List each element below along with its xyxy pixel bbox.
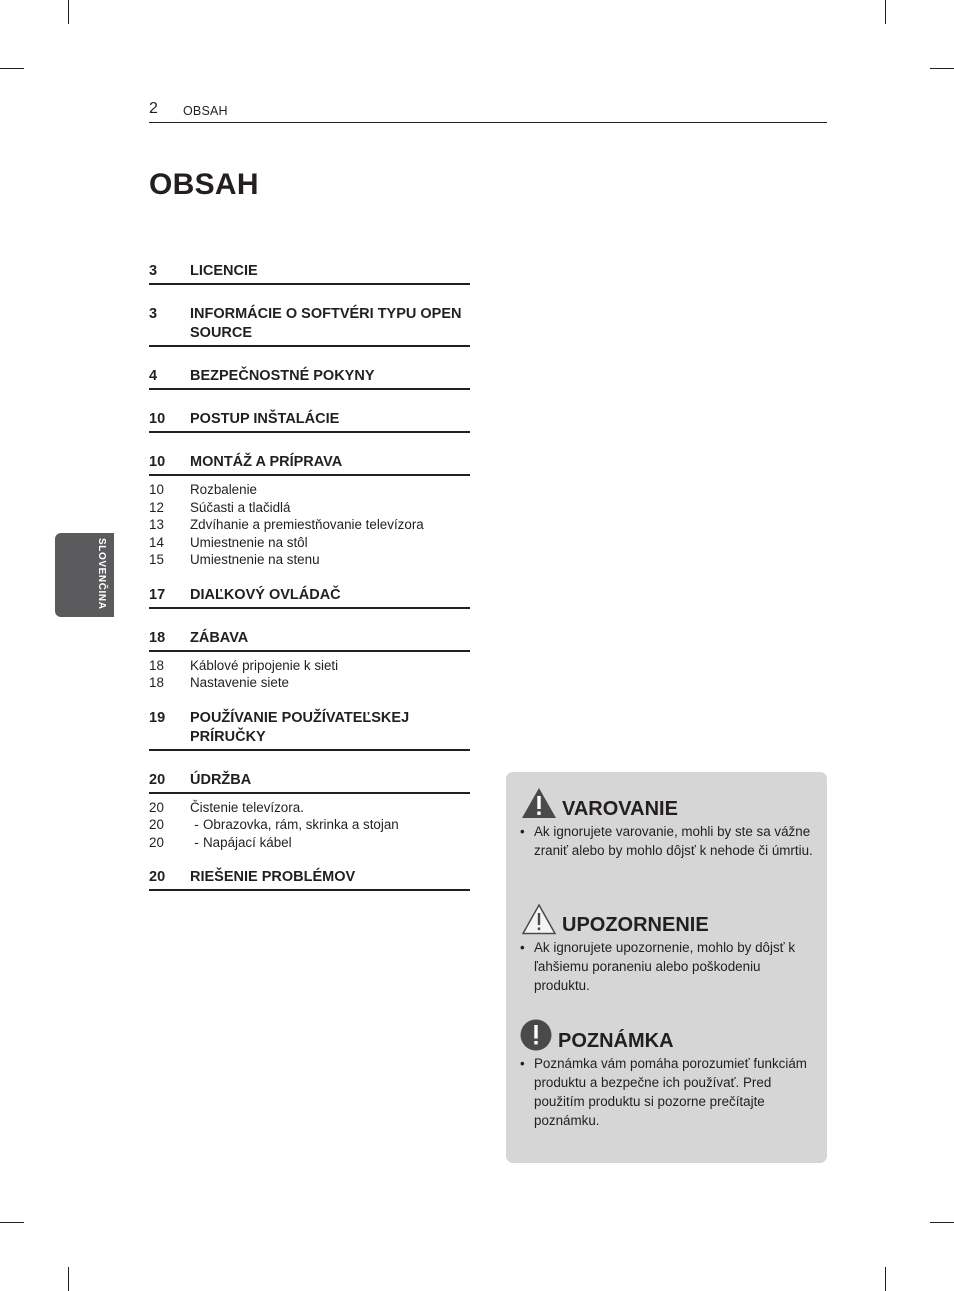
caution-text: • Ak ignorujete upozornenie, mohlo by dôjsť k ľahšiemu poraneniu alebo poškodeniu produktu.: [520, 940, 796, 993]
toc-sub-page-number: 20: [149, 817, 164, 832]
toc-sub-title: Rozbalenie: [190, 482, 257, 497]
toc-entry: [149, 868, 470, 891]
caution-title: UPOZORNENIE: [562, 914, 709, 936]
toc-page-number: 20: [149, 869, 166, 885]
toc-sub-title: Zdvíhanie a premiestňovanie televízora: [190, 517, 424, 532]
toc-sub-page-number: 12: [149, 499, 164, 515]
page-number: 2: [149, 100, 158, 117]
toc-section: [149, 709, 470, 751]
crop-mark: [885, 1267, 886, 1291]
toc-sub-title: Čistenie televízora.: [190, 799, 304, 815]
toc-sub-title: Káblové pripojenie k sieti: [190, 657, 339, 673]
toc-sub-title: Umiestnenie na stôl: [190, 534, 308, 550]
toc-title: ÚDRŽBA: [190, 771, 252, 788]
toc-entry: [149, 410, 470, 433]
toc-entry: [149, 629, 470, 652]
toc-entry: [149, 586, 470, 609]
crop-mark: [930, 1222, 954, 1223]
toc-subentry: [149, 499, 470, 517]
language-side-tab: [55, 533, 114, 617]
toc-title: RIEŠENIE PROBLÉMOV: [190, 869, 356, 885]
toc-page-number: 4: [149, 368, 158, 384]
toc-sub-title: - Obrazovka, rám, skrinka a stojan: [190, 816, 399, 834]
toc-sub-title: Súčasti a tlačidlá: [190, 499, 291, 515]
toc-subentry: [149, 534, 470, 552]
toc-section: [149, 305, 470, 347]
toc-page-number: 10: [149, 411, 166, 427]
toc-title: ZÁBAVA: [190, 629, 249, 646]
toc-section: [149, 771, 470, 852]
bullet: •: [520, 824, 525, 839]
toc-subentry: [149, 799, 470, 817]
toc-subentry: [149, 674, 470, 692]
toc-page-number: 20: [149, 771, 166, 788]
toc-subentries: [149, 799, 470, 852]
note-title: POZNÁMKA: [558, 1030, 674, 1052]
toc-sub-page-number: 13: [149, 517, 164, 532]
bullet: •: [520, 1056, 525, 1071]
toc-title: DIAĽKOVÝ OVLÁDAČ: [190, 586, 341, 603]
toc-subentry: [149, 481, 470, 499]
toc-page-number: 10: [149, 454, 166, 470]
toc-sub-page-number: 18: [149, 675, 164, 690]
toc-subentry: [149, 657, 470, 675]
toc-title: LICENCIE: [190, 263, 258, 279]
toc-subentries: [149, 657, 470, 692]
toc-entry: [149, 453, 470, 476]
toc-title: BEZPEČNOSTNÉ POKYNY: [190, 368, 375, 384]
toc-page-number: 17: [149, 586, 166, 603]
crop-mark: [885, 0, 886, 24]
toc-sub-page-number: 14: [149, 534, 164, 550]
toc-sub-title: Umiestnenie na stenu: [190, 552, 320, 567]
note-text: • Poznámka vám pomáha porozumieť funkciám produktu a bezpečne ich používať. Pred použitím produktu si pozorne prečítajte poznámku.: [520, 1056, 807, 1128]
warning-title: VAROVANIE: [562, 798, 678, 820]
toc-title: POSTUP INŠTALÁCIE: [190, 411, 340, 427]
page-title: OBSAH: [149, 168, 259, 201]
crop-mark: [0, 68, 24, 69]
toc-section: [149, 410, 470, 433]
toc-sub-title: Nastavenie siete: [190, 675, 289, 690]
toc-entry: [149, 771, 470, 794]
crop-mark: [68, 0, 69, 24]
toc-page-number: 3: [149, 306, 158, 322]
toc-title: INFORMÁCIE O SOFTVÉRI TYPU OPEN SOURCE: [190, 306, 462, 341]
toc-entry: [149, 367, 470, 390]
toc-sub-title: - Napájací kábel: [190, 834, 292, 852]
toc-section: [149, 629, 470, 692]
toc-subentry: [149, 551, 470, 569]
toc-title: MONTÁŽ A PRÍPRAVA: [190, 454, 343, 470]
toc-subentry: [149, 816, 470, 834]
toc-subentry: [149, 834, 470, 852]
warning-triangle-filled-icon: [520, 786, 558, 820]
language-tab-label: SLOVENČINA: [96, 538, 107, 610]
toc-sub-page-number: 15: [149, 552, 164, 567]
crop-mark: [0, 1222, 24, 1223]
toc-entry: [149, 305, 470, 347]
page-header: [149, 100, 827, 123]
toc-sub-page-number: 10: [149, 482, 164, 497]
toc-entry: [149, 709, 470, 751]
toc-entry: [149, 262, 470, 285]
warning-text: • Ak ignorujete varovanie, mohli by ste sa vážne zraniť alebo by mohlo dôjsť k nehode či úmrtiu.: [520, 824, 813, 858]
crop-mark: [930, 68, 954, 69]
toc-subentries: [149, 481, 470, 569]
header-section-title: OBSAH: [183, 104, 228, 118]
toc-sub-page-number: 20: [149, 834, 164, 850]
toc-section: [149, 586, 470, 609]
toc-page-number: 3: [149, 263, 158, 279]
warning-note: [520, 786, 816, 860]
toc-sub-page-number: 18: [149, 657, 164, 673]
caution-note: [520, 902, 816, 995]
crop-mark: [68, 1267, 69, 1291]
toc-page-number: 18: [149, 629, 166, 646]
toc-section: [149, 367, 470, 390]
note-note: [520, 1018, 816, 1130]
table-of-contents: [149, 262, 470, 891]
safety-notes-box: [506, 772, 827, 1163]
toc-title: POUŽÍVANIE POUŽÍVATEĽSKEJ PRÍRUČKY: [190, 709, 410, 745]
bullet: •: [520, 940, 525, 955]
exclamation-circle-icon: [520, 1018, 554, 1052]
caution-triangle-outline-icon: [520, 902, 558, 936]
toc-section: [149, 262, 470, 285]
toc-page-number: 19: [149, 709, 166, 726]
toc-subentry: [149, 516, 470, 534]
toc-sub-page-number: 20: [149, 799, 164, 815]
toc-section: [149, 453, 470, 569]
toc-section: [149, 868, 470, 891]
